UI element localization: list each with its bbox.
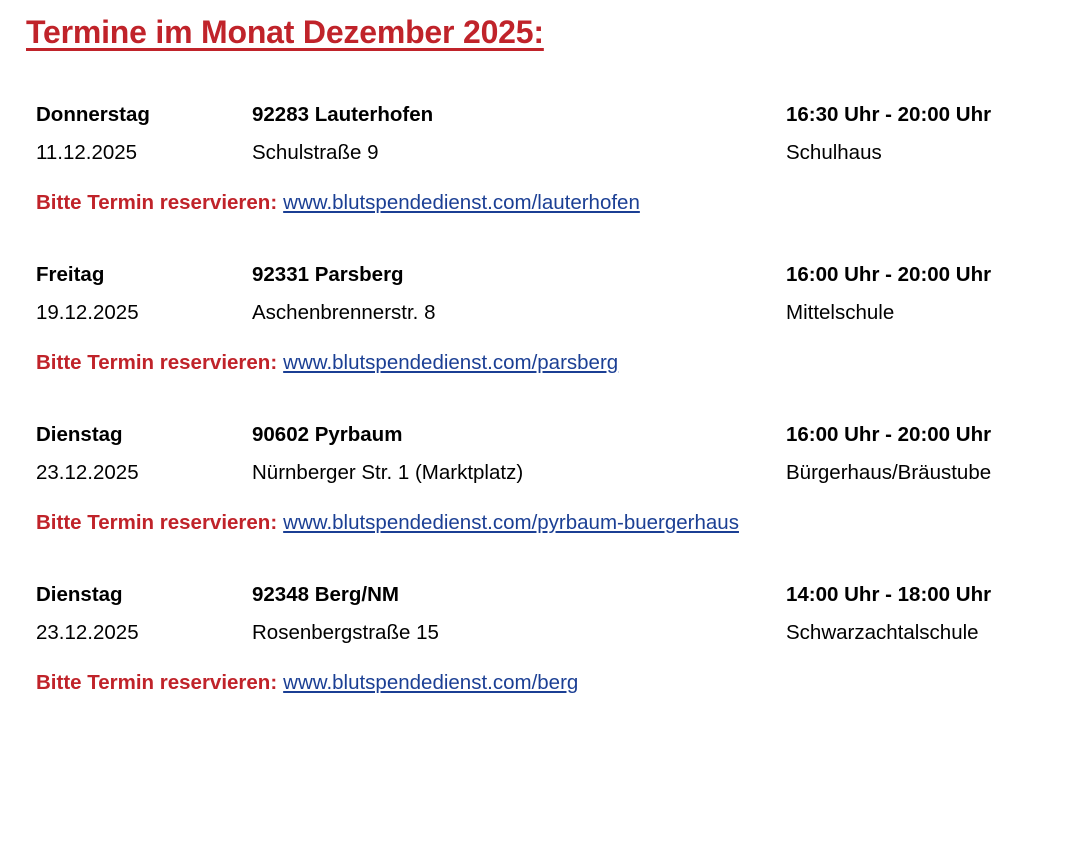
appointment-entry bbox=[0, 583, 1087, 695]
appointment-street: Aschenbrennerstr. 8 bbox=[252, 301, 436, 324]
appointment-venue: Mittelschule bbox=[786, 301, 895, 324]
reservation-link[interactable]: www.blutspendedienst.com/parsberg bbox=[283, 351, 619, 374]
appointment-header-row bbox=[0, 583, 1087, 607]
appointment-street: Rosenbergstraße 15 bbox=[252, 621, 439, 644]
reservation-link[interactable]: www.blutspendedienst.com/berg bbox=[283, 671, 579, 694]
reservation-link[interactable]: www.blutspendedienst.com/pyrbaum-buergerhaus bbox=[283, 511, 739, 534]
appointment-venue: Schulhaus bbox=[786, 141, 882, 164]
appointment-date: 11.12.2025 bbox=[36, 141, 138, 164]
appointment-detail-row bbox=[0, 621, 1087, 645]
appointment-detail-row bbox=[0, 461, 1087, 485]
appointment-header-row bbox=[0, 103, 1087, 127]
appointment-weekday: Freitag bbox=[36, 263, 105, 286]
appointment-venue: Schwarzachtalschule bbox=[786, 621, 979, 644]
appointment-street: Nürnberger Str. 1 (Marktplatz) bbox=[252, 461, 524, 484]
appointment-time: 16:00 Uhr - 20:00 Uhr bbox=[786, 263, 992, 286]
appointment-date: 19.12.2025 bbox=[36, 301, 139, 324]
reservation-label: Bitte Termin reservieren: bbox=[36, 511, 278, 534]
appointment-street: Schulstraße 9 bbox=[252, 141, 379, 164]
reservation-label: Bitte Termin reservieren: bbox=[36, 191, 278, 214]
appointment-weekday: Dienstag bbox=[36, 583, 123, 606]
reservation-line bbox=[0, 351, 1087, 375]
appointment-header-row bbox=[0, 423, 1087, 447]
reservation-line bbox=[0, 671, 1087, 695]
appointment-weekday: Donnerstag bbox=[36, 103, 150, 126]
page-title: Termine im Monat Dezember 2025: bbox=[26, 14, 544, 50]
appointment-weekday: Dienstag bbox=[36, 423, 123, 446]
appointment-place: 90602 Pyrbaum bbox=[252, 423, 403, 446]
appointment-detail-row bbox=[0, 301, 1087, 325]
reservation-line bbox=[0, 191, 1087, 215]
reservation-label: Bitte Termin reservieren: bbox=[36, 671, 278, 694]
appointment-header-row bbox=[0, 263, 1087, 287]
appointment-place: 92283 Lauterhofen bbox=[252, 103, 434, 126]
appointment-detail-row bbox=[0, 141, 1087, 165]
appointment-time: 14:00 Uhr - 18:00 Uhr bbox=[786, 583, 992, 606]
appointment-date: 23.12.2025 bbox=[36, 461, 139, 484]
reservation-label: Bitte Termin reservieren: bbox=[36, 351, 278, 374]
appointment-place: 92331 Parsberg bbox=[252, 263, 404, 286]
appointment-entry bbox=[0, 263, 1087, 375]
appointment-place: 92348 Berg/NM bbox=[252, 583, 399, 606]
appointment-date: 23.12.2025 bbox=[36, 621, 139, 644]
appointment-time: 16:30 Uhr - 20:00 Uhr bbox=[786, 103, 992, 126]
appointment-entry bbox=[0, 423, 1087, 535]
appointment-time: 16:00 Uhr - 20:00 Uhr bbox=[786, 423, 992, 446]
reservation-link[interactable]: www.blutspendedienst.com/lauterhofen bbox=[283, 191, 640, 214]
appointment-list bbox=[0, 103, 1087, 695]
appointment-entry bbox=[0, 103, 1087, 215]
appointment-venue: Bürgerhaus/Bräustube bbox=[786, 461, 992, 484]
reservation-line bbox=[0, 511, 1087, 535]
